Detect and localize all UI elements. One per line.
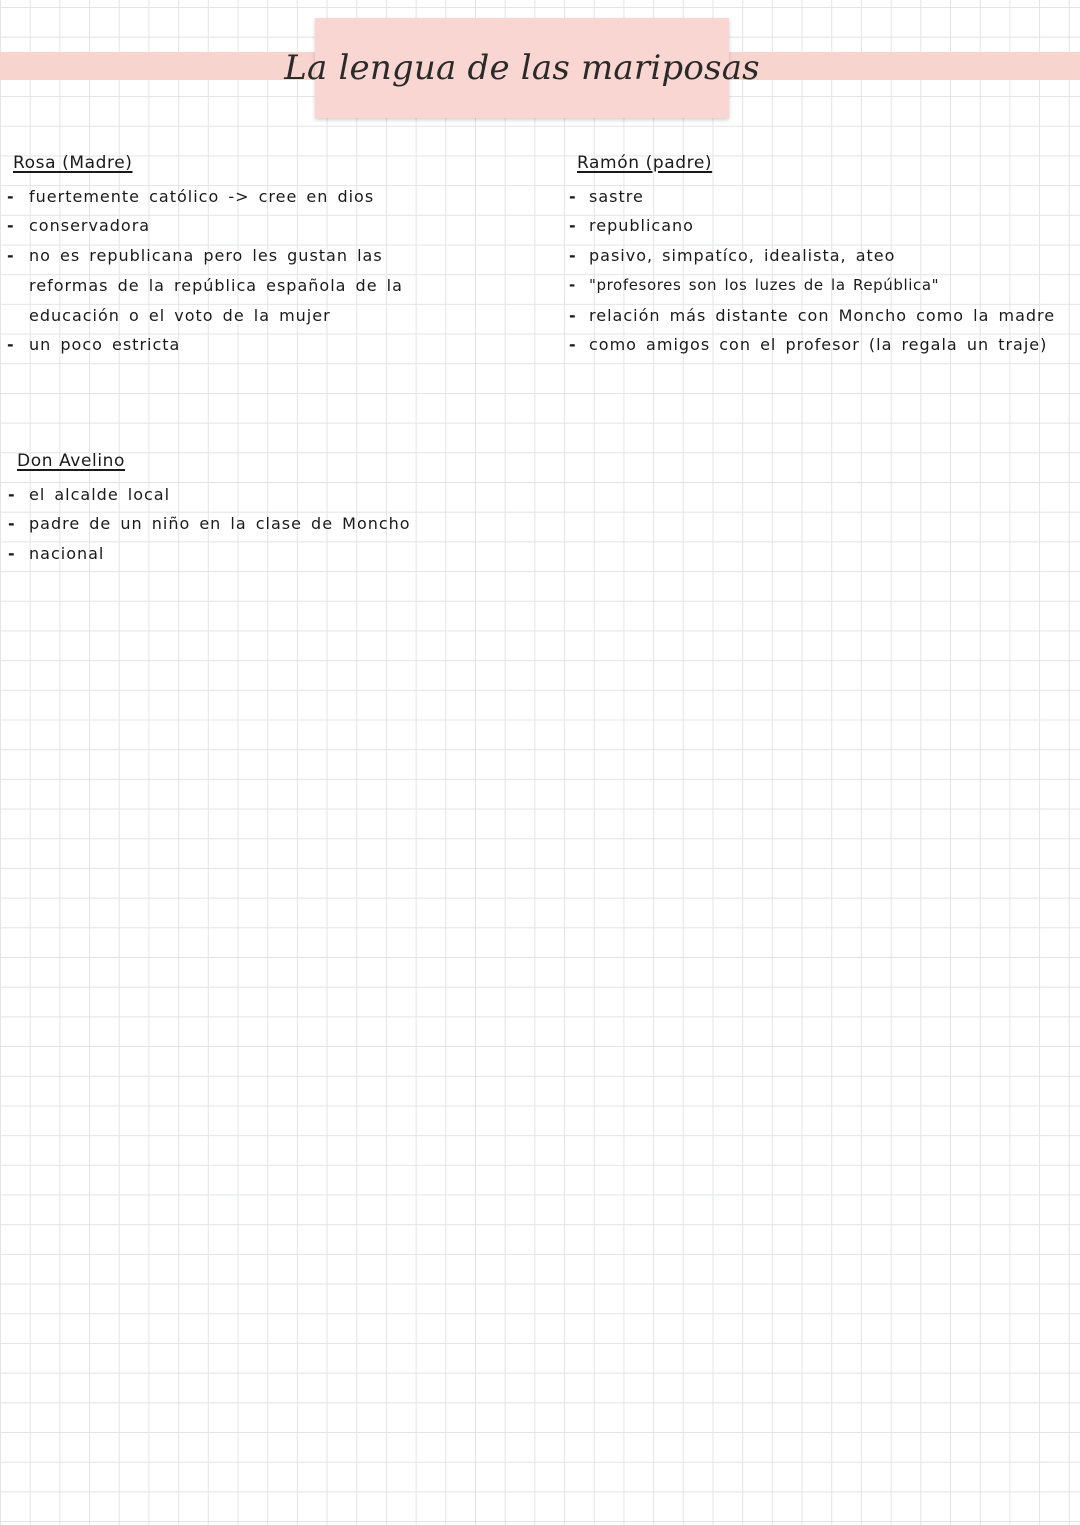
list-avelino: [17, 480, 499, 569]
list-item: - nacional: [17, 539, 499, 569]
list-item: - conservadora: [13, 211, 459, 241]
list-item: - sastre: [577, 182, 1075, 212]
page-title: La lengua de las mariposas: [284, 48, 760, 88]
section-heading-ramon: Ramón (padre): [577, 153, 713, 173]
list-item: - el alcalde local: [17, 480, 499, 510]
section-heading-rosa: Rosa (Madre): [13, 153, 133, 173]
list-rosa: [13, 182, 459, 360]
list-item: - fuertemente católico -> cree en dios: [13, 182, 459, 212]
list-ramon: [577, 182, 1075, 360]
section-heading-avelino: Don Avelino: [17, 451, 126, 471]
title-box: [284, 18, 760, 118]
list-item: - "profesores son los luzes de la República": [577, 271, 1075, 301]
list-item: - no es republicana pero les gustan las reformas de la república española de la educación o el voto de la mujer: [13, 241, 429, 330]
list-item: - relación más distante con Moncho como la madre: [577, 301, 1075, 331]
list-item: - padre de un niño en la clase de Moncho: [17, 509, 499, 539]
list-item: - un poco estricta: [13, 330, 459, 360]
list-item: - republicano: [577, 211, 1075, 241]
list-item: - pasivo, simpatíco, idealista, ateo: [577, 241, 1075, 271]
list-item: - como amigos con el profesor (la regala un traje): [577, 330, 1059, 360]
